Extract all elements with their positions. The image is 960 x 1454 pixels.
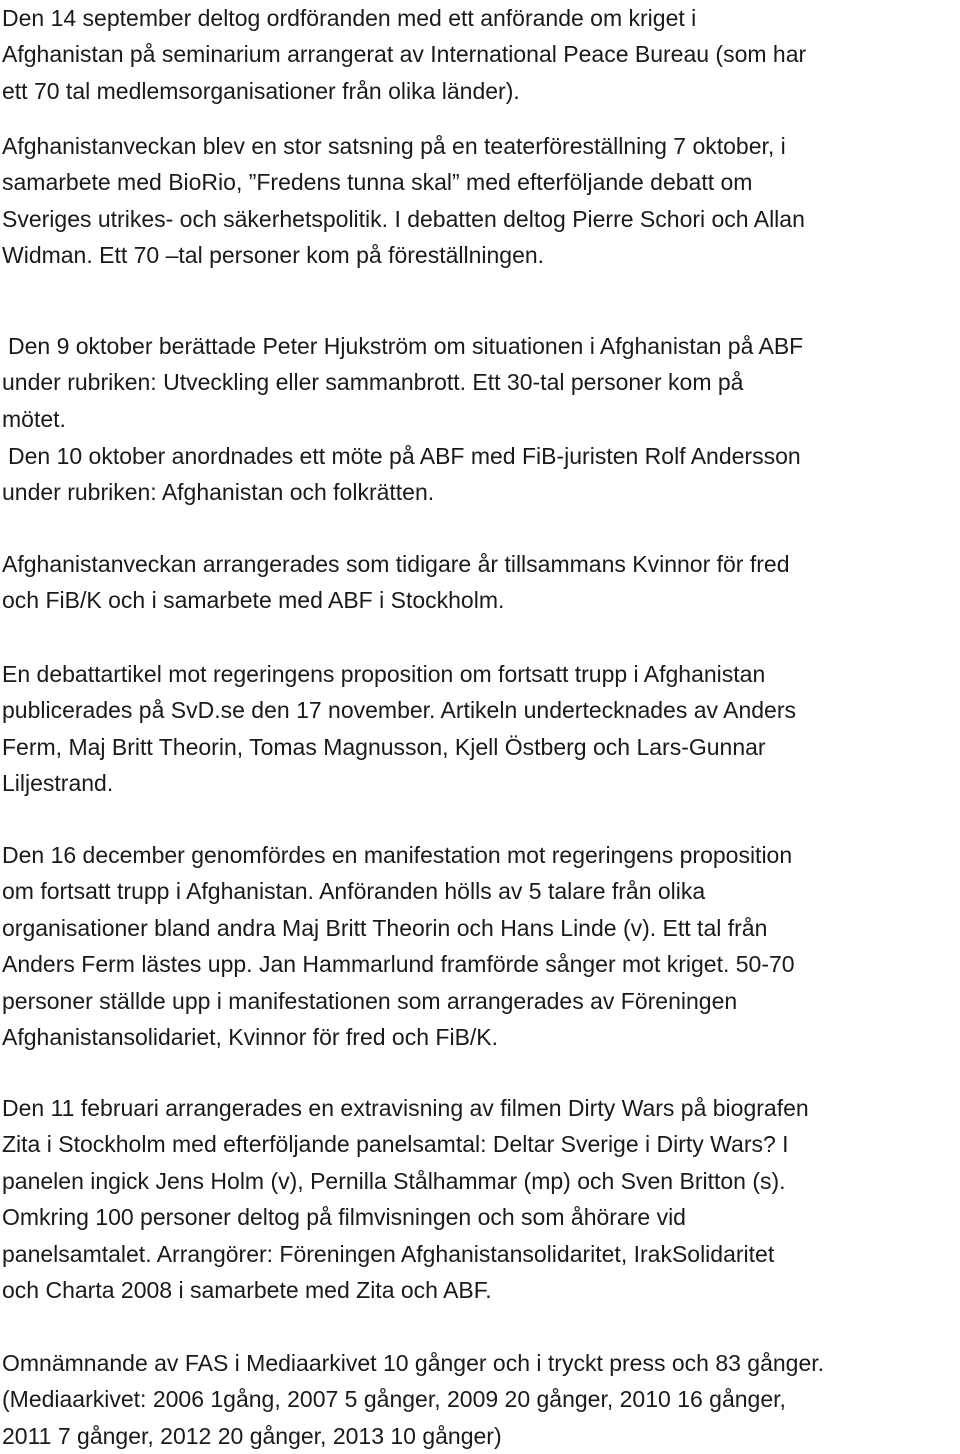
text-line: Anders Ferm lästes upp. Jan Hammarlund framförde sånger mot kriget. 50-70 — [2, 951, 795, 978]
text-line: ett 70 tal medlemsorganisationer från olika länder). — [2, 77, 520, 104]
text-line: Ferm, Maj Britt Theorin, Tomas Magnusson, Kjell Östberg och Lars-Gunnar — [2, 733, 766, 760]
text-line: Widman. Ett 70 –tal personer kom på föreställningen. — [2, 242, 545, 269]
text-line: Den 16 december genomfördes en manifestation mot regeringens proposition — [2, 842, 793, 868]
text-line: Omkring 100 personer deltog på filmvisningen och som åhörare vid — [2, 1204, 686, 1231]
text-line: Den 10 oktober anordnades ett möte på ABF med FiB-juristen Rolf Andersson — [8, 443, 801, 469]
text-line: under rubriken: Afghanistan och folkrätten. — [2, 479, 435, 506]
paragraph-hjukstrom — [2, 328, 958, 364]
text-line: panelen ingick Jens Holm (v), Pernilla Stålhammar (mp) och Sven Britton (s). — [2, 1167, 786, 1194]
text-line: Afghanistanveckan arrangerades som tidigare år tillsammans Kvinnor för fred — [2, 551, 790, 577]
paragraph-media-mentions — [2, 1345, 952, 1454]
text-line: mötet. — [2, 405, 66, 432]
text-line: Den 14 september deltog ordföranden med ett anförande om kriget i — [2, 5, 697, 31]
text-line: (Mediaarkivet: 2006 1gång, 2007 5 gånger, 2009 20 gånger, 2010 16 gånger, — [2, 1386, 786, 1413]
text-line: panelsamtalet. Arrangörer: Föreningen Afghanistansolidaritet, IrakSolidaritet — [2, 1240, 775, 1267]
text-line: Afghanistanveckan blev en stor satsning på en teaterföreställning 7 oktober, i — [2, 133, 786, 159]
text-line: Zita i Stockholm med efterföljande panelsamtal: Deltar Sverige i Dirty Wars? I — [2, 1131, 789, 1158]
text-line: och FiB/K och i samarbete med ABF i Stockholm. — [2, 587, 505, 614]
text-line: och Charta 2008 i samarbete med Zita och ABF. — [2, 1276, 492, 1303]
paragraph-organizers — [2, 546, 952, 619]
text-line: under rubriken: Utveckling eller sammanbrott. Ett 30-tal personer kom på — [2, 369, 744, 396]
text-line: personer ställde upp i manifestationen som arrangerades av Föreningen — [2, 987, 738, 1014]
paragraph-seminar — [2, 0, 952, 109]
text-line: Liljestrand. — [2, 770, 114, 797]
paragraph-andersson — [2, 438, 958, 474]
text-line: organisationer bland andra Maj Britt Theorin och Hans Linde (v). Ett tal från — [2, 914, 768, 941]
text-line: 2011 7 gånger, 2012 20 gånger, 2013 10 gånger) — [2, 1422, 502, 1449]
paragraph-andersson-cont — [2, 474, 952, 510]
text-line: Omnämnande av FAS i Mediaarkivet 10 gånger och i tryckt press och 83 gånger. — [2, 1350, 825, 1376]
paragraph-debate-article — [2, 656, 952, 802]
text-line: publicerades på SvD.se den 17 november. Artikeln undertecknades av Anders — [2, 697, 796, 724]
paragraph-hjukstrom-cont — [2, 364, 952, 437]
text-line: En debattartikel mot regeringens proposition om fortsatt trupp i Afghanistan — [2, 661, 766, 687]
text-line: Sveriges utrikes- och säkerhetspolitik. I debatten deltog Pierre Schori och Allan — [2, 205, 805, 232]
paragraph-manifestation — [2, 837, 952, 1055]
paragraph-afghanistan-week — [2, 128, 952, 274]
text-line: Afghanistan på seminarium arrangerat av International Peace Bureau (som har — [2, 41, 807, 68]
text-line: samarbete med BioRio, ”Fredens tunna skal” med efterföljande debatt om — [2, 169, 753, 196]
text-line: Den 11 februari arrangerades en extravisning av filmen Dirty Wars på biografen — [2, 1095, 809, 1121]
text-line: Den 9 oktober berättade Peter Hjukström om situationen i Afghanistan på ABF — [8, 333, 804, 359]
paragraph-dirty-wars — [2, 1090, 952, 1308]
text-line: om fortsatt trupp i Afghanistan. Anföranden hölls av 5 talare från olika — [2, 878, 706, 905]
text-line: Afghanistansolidariet, Kvinnor för fred och FiB/K. — [2, 1023, 499, 1050]
